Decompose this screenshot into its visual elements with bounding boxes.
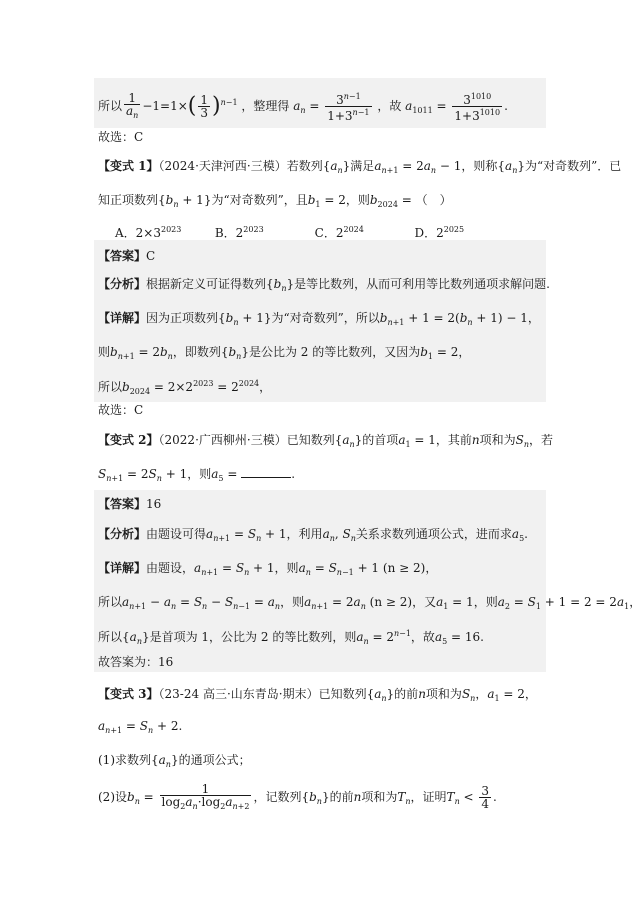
variant3-title: 【变式 3】	[98, 687, 159, 701]
variant1-then: 则$b_{n+1} = 2b_n$，即数列$\{b_n\}$是公比为 2 的等比数列，又因为$b_1 = 2$，	[98, 345, 471, 361]
variant1-answer: 【答案】C	[98, 249, 156, 263]
variant2-detail: 【详解】由题设，$a_{n+1} = S_n + 1$，则$a_n = S_{n-1} + 1$ (n ≥ 2)，	[98, 561, 438, 577]
variant2-title: 【变式 2】	[98, 433, 159, 447]
variant3-line1: 【变式 3】（23-24 高三·山东青岛·期末）已知数列$\{a_n\}$的前n项和为$S_n$，$a_1 = 2$，	[98, 687, 537, 703]
variant1-line2: 知正项数列$\{b_n + 1\}$为“对奇数列”，且$b_1 = 2$，则$b_{2024}$ = （ ）	[98, 193, 452, 209]
variant2-line2: $S_{n+1} = 2S_n + 1$，则$a_5$ = .	[98, 467, 296, 483]
variant1-analysis: 【分析】根据新定义可证得数列$\{b_n\}$是等比数列，从而可利用等比数列通项求解问题.	[98, 277, 550, 293]
variant3-q2: (2)设$b_n$ = $\frac{1}{\log_2a_n\cdot\log_2a_{n+2}}$ ，记数列$\{b_n\}$的前n项和为$T_n$，证明$T_n$ < $\frac{3}{4}$ .	[98, 781, 497, 811]
variant3-q1: (1)求数列$\{a_n\}$的通项公式；	[98, 753, 251, 769]
variant1-detail: 【详解】因为正项数列$\{b_n + 1\}$为“对奇数列”，所以$b_{n+1} + 1 = 2(b_n + 1) - 1$，	[98, 311, 540, 327]
option-b: B．$2^{2023}$	[214, 225, 264, 240]
variant1-title: 【变式 1】	[98, 159, 159, 173]
variant1-options	[115, 222, 510, 241]
variant2-answer: 【答案】16	[98, 497, 162, 511]
option-d: D．$2^{2025}$	[414, 225, 465, 240]
variant1-so: 所以$b_{2024} = 2\times 2^{2023} = 2^{2024}$，	[98, 379, 272, 396]
prev-choice: 故选：C	[98, 130, 144, 144]
variant2-analysis: 【分析】由题设可得$a_{n+1} = S_n + 1$，利用$a_n$, $S_n$关系求数列通项公式，进而求$a_5$.	[98, 527, 528, 543]
variant3-line2: $a_{n+1} = S_n + 2$.	[98, 719, 183, 735]
variant2-final: 故答案为：16	[98, 655, 174, 669]
variant2-so: 所以$a_{n+1} - a_n = S_n - S_{n-1} = a_n$，则$a_{n+1} = 2a_n$ (n ≥ 2)，又$a_1 = 1$，则$a_2 = S_1 + 1 = 2 = 2a_1$，	[98, 595, 641, 611]
variant1-line1: 【变式 1】（2024·天津河西·三模）若数列$\{a_n\}$满足$a_{n+1} = 2a_n - 1$，则称$\{a_n\}$为“对奇数列”．已	[98, 159, 622, 175]
variant1-choice: 故选：C	[98, 403, 144, 417]
option-a: A．$2\times 3^{2023}$	[115, 225, 182, 240]
option-c: C．$2^{2024}$	[314, 225, 364, 240]
variant2-geo: 所以$\{a_n\}$是首项为 1，公比为 2 的等比数列，则$a_n = 2^{n-1}$，故$a_5 = 16$.	[98, 629, 484, 646]
variant2-line1: 【变式 2】（2022·广西柳州·三模）已知数列$\{a_n\}$的首项$a_1 = 1$，其前n项和为$S_n$，若	[98, 433, 554, 449]
answer-blank	[241, 467, 291, 478]
prev-solution-line: 所以 $\frac{1}{a_n}$ −1=1×( $\frac{1}{3}$ )$^{n-1}$ ，整理得 $a_n$ = $\frac{3^{n-1}}{1+3^{n-1}}$ ，故 $a_{1011}$ = $\frac{3^{1010}}{1+3^{1010}}$ .	[98, 90, 508, 123]
